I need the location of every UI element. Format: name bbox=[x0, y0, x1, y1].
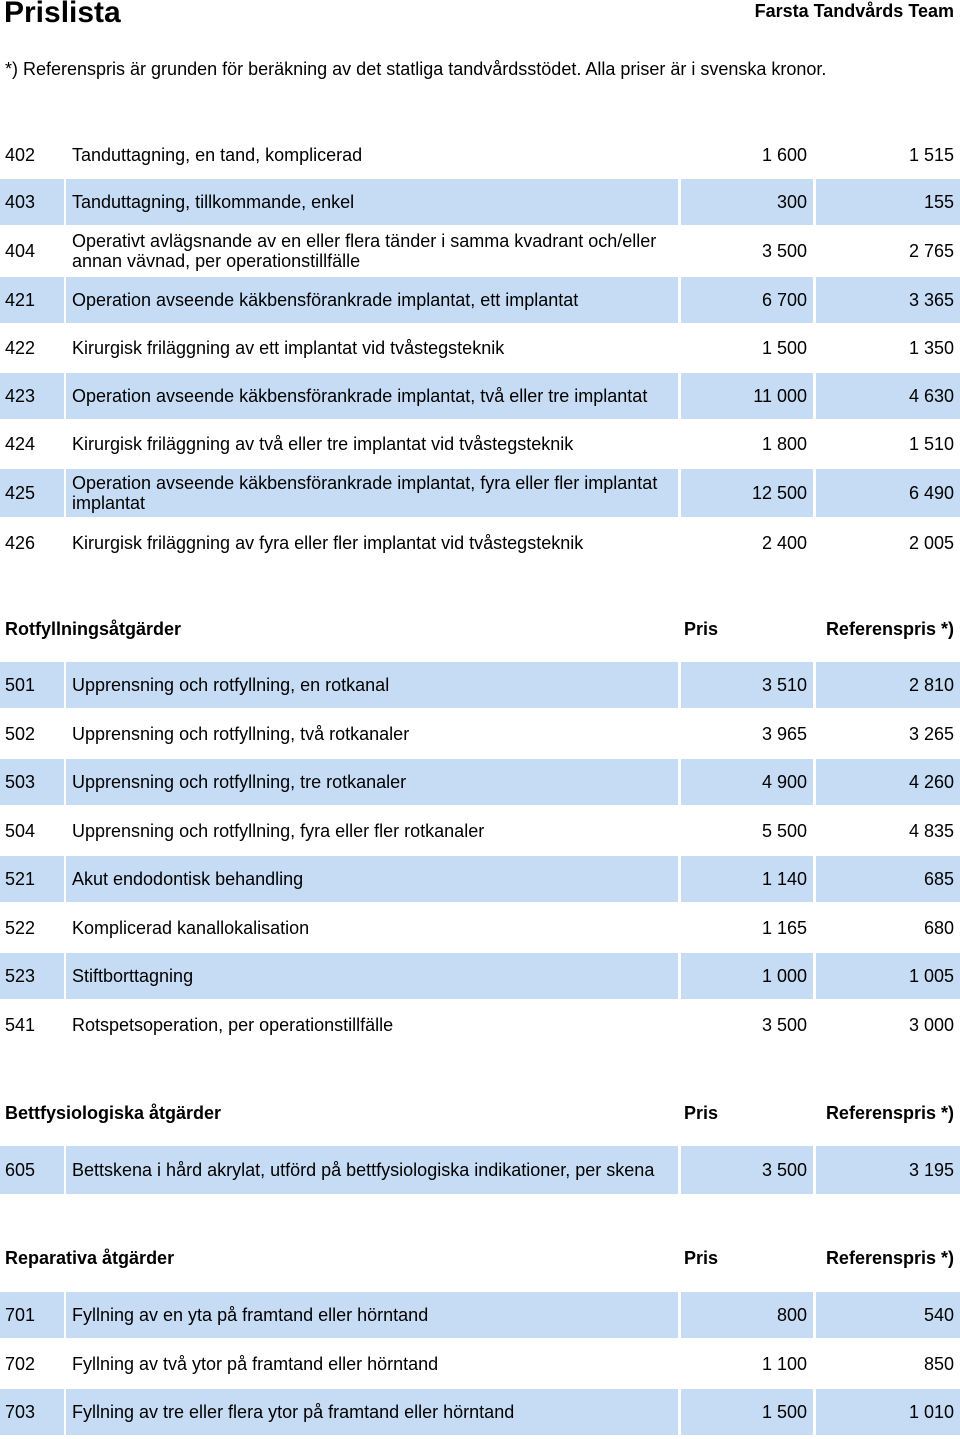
procedure-code bbox=[0, 1002, 64, 1048]
price-cell bbox=[681, 711, 813, 757]
procedure-description bbox=[66, 277, 678, 323]
procedure-description bbox=[66, 1341, 678, 1387]
table-row bbox=[0, 1389, 960, 1435]
procedure-description-text: Tanduttagning, en tand, komplicerad bbox=[72, 145, 363, 165]
procedure-description-text: Tanduttagning, tillkommande, enkel bbox=[72, 192, 355, 212]
price-cell-text: 11 000 bbox=[753, 385, 807, 406]
procedure-description-text: Operation avseende käkbensförankrade implantat, två eller tre implantat bbox=[72, 386, 648, 406]
table-row bbox=[0, 519, 960, 567]
table-row bbox=[0, 1002, 960, 1048]
procedure-code-text: 701 bbox=[5, 1304, 36, 1325]
pris-column-header bbox=[681, 606, 813, 652]
procedure-code-text: 605 bbox=[5, 1159, 36, 1180]
price-cell bbox=[681, 856, 813, 902]
price-cell-text: 1 600 bbox=[761, 144, 807, 165]
reference-price-cell bbox=[816, 1146, 960, 1194]
reference-price-cell bbox=[816, 905, 960, 951]
reference-price-cell bbox=[816, 662, 960, 708]
referenspris-column-header-text: Referenspris *) bbox=[825, 618, 954, 639]
procedure-description bbox=[66, 325, 678, 371]
reference-price-cell bbox=[816, 856, 960, 902]
price-cell bbox=[681, 179, 813, 225]
procedure-code-text: 521 bbox=[5, 868, 36, 889]
reference-price-note: *) Referenspris är grunden för beräkning av det statliga tandvårdsstödet. Alla priser är i svenska kronor. bbox=[5, 59, 827, 79]
procedure-description bbox=[66, 1146, 678, 1194]
pris-column-header-text: Pris bbox=[683, 618, 718, 639]
reference-price-cell bbox=[816, 759, 960, 805]
price-cell bbox=[681, 808, 813, 854]
reference-price-cell bbox=[816, 1002, 960, 1048]
procedure-description bbox=[66, 228, 678, 274]
referenspris-column-header-text: Referenspris *) bbox=[825, 1102, 954, 1123]
price-cell-text: 6 700 bbox=[761, 289, 807, 310]
price-cell-text: 1 500 bbox=[761, 337, 807, 358]
reference-price-cell-text: 1 010 bbox=[908, 1401, 954, 1422]
table-row bbox=[0, 711, 960, 757]
procedure-description bbox=[66, 1002, 678, 1048]
section-title bbox=[0, 1235, 600, 1281]
pris-column-header bbox=[681, 1090, 813, 1136]
procedure-code-text: 421 bbox=[5, 289, 36, 310]
procedure-description bbox=[66, 905, 678, 951]
procedure-code bbox=[0, 953, 64, 999]
table-row bbox=[0, 808, 960, 854]
procedure-description bbox=[66, 421, 678, 467]
procedure-code bbox=[0, 856, 64, 902]
referenspris-column-header bbox=[816, 1090, 960, 1136]
procedure-description-text: Fyllning av en yta på framtand eller hörntand bbox=[72, 1305, 429, 1325]
procedure-description-text: Operativt avlägsnande av en eller flera tänder i samma kvadrant och/eller annan vävnad, per operationstillfälle bbox=[72, 231, 657, 271]
reference-price-cell bbox=[816, 325, 960, 371]
reference-price-cell bbox=[816, 808, 960, 854]
procedure-code bbox=[0, 711, 64, 757]
procedure-code bbox=[0, 469, 64, 517]
procedure-description-text: Fyllning av två ytor på framtand eller hörntand bbox=[72, 1354, 439, 1374]
price-cell-text: 3 500 bbox=[761, 240, 807, 261]
section-title bbox=[0, 1090, 600, 1136]
table-row bbox=[0, 856, 960, 902]
table-row bbox=[0, 662, 960, 708]
reference-price-cell-text: 1 005 bbox=[908, 965, 954, 986]
procedure-code bbox=[0, 662, 64, 708]
reference-price-cell bbox=[816, 1292, 960, 1338]
procedure-code-text: 502 bbox=[5, 723, 36, 744]
procedure-description-text: Upprensning och rotfyllning, tre rotkanaler bbox=[72, 772, 407, 792]
reference-price-cell-text: 155 bbox=[923, 191, 954, 212]
procedure-code-text: 541 bbox=[5, 1014, 36, 1035]
table-row bbox=[0, 953, 960, 999]
procedure-code-text: 523 bbox=[5, 965, 36, 986]
reference-price-cell-text: 1 515 bbox=[908, 144, 954, 165]
procedure-description bbox=[66, 132, 678, 178]
section-title-text: Reparativa åtgärder bbox=[5, 1247, 175, 1268]
section-title-text: Bettfysiologiska åtgärder bbox=[5, 1102, 222, 1123]
reference-price-cell-text: 4 260 bbox=[908, 771, 954, 792]
procedure-description bbox=[66, 179, 678, 225]
procedure-code bbox=[0, 132, 64, 178]
procedure-code bbox=[0, 1292, 64, 1338]
procedure-code bbox=[0, 421, 64, 467]
reference-price-cell-text: 3 000 bbox=[908, 1014, 954, 1035]
pris-column-header-text: Pris bbox=[683, 1102, 718, 1123]
table-row bbox=[0, 1292, 960, 1338]
procedure-code-text: 703 bbox=[5, 1401, 36, 1422]
price-cell bbox=[681, 132, 813, 178]
table-row bbox=[0, 469, 960, 517]
price-cell bbox=[681, 228, 813, 274]
price-cell-text: 1 000 bbox=[761, 965, 807, 986]
reference-price-cell-text: 850 bbox=[923, 1353, 954, 1374]
page-title: Prislista bbox=[4, 0, 121, 29]
table-row bbox=[0, 325, 960, 371]
reference-price-cell bbox=[816, 711, 960, 757]
procedure-code-text: 404 bbox=[5, 240, 36, 261]
procedure-code-text: 403 bbox=[5, 191, 36, 212]
procedure-description-text: Komplicerad kanallokalisation bbox=[72, 918, 310, 938]
reference-price-cell bbox=[816, 469, 960, 517]
procedure-description-text: Kirurgisk friläggning av ett implantat vid tvåstegsteknik bbox=[72, 338, 505, 358]
table-row bbox=[0, 228, 960, 274]
table-row bbox=[0, 277, 960, 323]
procedure-code-text: 504 bbox=[5, 820, 36, 841]
procedure-description-text: Upprensning och rotfyllning, en rotkanal bbox=[72, 675, 390, 695]
price-cell bbox=[681, 662, 813, 708]
table-row bbox=[0, 179, 960, 225]
reference-price-cell bbox=[816, 953, 960, 999]
price-cell bbox=[681, 325, 813, 371]
section-header bbox=[0, 1090, 960, 1136]
price-cell-text: 2 400 bbox=[761, 532, 807, 553]
reference-price-cell-text: 4 835 bbox=[908, 820, 954, 841]
procedure-code-text: 503 bbox=[5, 771, 36, 792]
price-cell bbox=[681, 519, 813, 567]
procedure-code bbox=[0, 1341, 64, 1387]
reference-price-cell-text: 3 365 bbox=[908, 289, 954, 310]
procedure-code-text: 702 bbox=[5, 1353, 36, 1374]
reference-price-cell-text: 4 630 bbox=[908, 385, 954, 406]
procedure-code bbox=[0, 1146, 64, 1194]
procedure-description bbox=[66, 953, 678, 999]
procedure-code-text: 423 bbox=[5, 385, 36, 406]
table-row bbox=[0, 421, 960, 467]
referenspris-column-header-text: Referenspris *) bbox=[825, 1247, 954, 1268]
procedure-description-text: Bettskena i hård akrylat, utförd på bettfysiologiska indikationer, per skena bbox=[72, 1160, 655, 1180]
price-cell-text: 4 900 bbox=[761, 771, 807, 792]
table-row bbox=[0, 1341, 960, 1387]
pris-column-header-text: Pris bbox=[683, 1247, 718, 1268]
section-title bbox=[0, 606, 600, 652]
reference-price-cell bbox=[816, 519, 960, 567]
price-cell-text: 3 500 bbox=[761, 1159, 807, 1180]
procedure-code bbox=[0, 808, 64, 854]
price-cell-text: 3 510 bbox=[761, 674, 807, 695]
price-cell bbox=[681, 1002, 813, 1048]
procedure-code-text: 402 bbox=[5, 144, 36, 165]
price-cell-text: 300 bbox=[776, 191, 807, 212]
price-cell bbox=[681, 1341, 813, 1387]
procedure-code bbox=[0, 759, 64, 805]
procedure-description bbox=[66, 519, 678, 567]
procedure-code-text: 522 bbox=[5, 917, 36, 938]
price-cell-text: 12 500 bbox=[751, 482, 807, 503]
price-cell bbox=[681, 469, 813, 517]
reference-price-cell bbox=[816, 179, 960, 225]
reference-price-cell-text: 540 bbox=[923, 1304, 954, 1325]
reference-price-cell bbox=[816, 228, 960, 274]
reference-price-cell-text: 1 350 bbox=[908, 337, 954, 358]
procedure-code bbox=[0, 519, 64, 567]
procedure-code bbox=[0, 373, 64, 419]
price-cell bbox=[681, 277, 813, 323]
reference-price-cell bbox=[816, 132, 960, 178]
price-cell-text: 5 500 bbox=[761, 820, 807, 841]
price-cell bbox=[681, 953, 813, 999]
procedure-description-text: Upprensning och rotfyllning, fyra eller fler rotkanaler bbox=[72, 821, 485, 841]
procedure-code bbox=[0, 1389, 64, 1435]
procedure-description-text: Fyllning av tre eller flera ytor på framtand eller hörntand bbox=[72, 1402, 515, 1422]
reference-price-cell bbox=[816, 373, 960, 419]
reference-price-cell bbox=[816, 1389, 960, 1435]
reference-price-cell-text: 685 bbox=[923, 868, 954, 889]
section-header bbox=[0, 606, 960, 652]
procedure-description-text: Operation avseende käkbensförankrade implantat, fyra eller fler implantat implantat bbox=[72, 473, 658, 513]
procedure-description bbox=[66, 469, 678, 517]
procedure-description-text: Operation avseende käkbensförankrade implantat, ett implantat bbox=[72, 290, 579, 310]
price-cell-text: 1 165 bbox=[761, 917, 807, 938]
pris-column-header bbox=[681, 1235, 813, 1281]
price-cell-text: 1 800 bbox=[761, 433, 807, 454]
reference-price-cell-text: 3 265 bbox=[908, 723, 954, 744]
referenspris-column-header bbox=[816, 606, 960, 652]
procedure-description-text: Akut endodontisk behandling bbox=[72, 869, 304, 889]
reference-price-cell-text: 6 490 bbox=[908, 482, 954, 503]
price-cell-text: 800 bbox=[776, 1304, 807, 1325]
price-cell bbox=[681, 373, 813, 419]
referenspris-column-header bbox=[816, 1235, 960, 1281]
procedure-code bbox=[0, 905, 64, 951]
reference-price-cell bbox=[816, 1341, 960, 1387]
procedure-description-text: Kirurgisk friläggning av två eller tre implantat vid tvåstegsteknik bbox=[72, 434, 574, 454]
procedure-description bbox=[66, 1292, 678, 1338]
reference-price-cell-text: 1 510 bbox=[908, 433, 954, 454]
table-row bbox=[0, 905, 960, 951]
procedure-code-text: 422 bbox=[5, 337, 36, 358]
price-cell bbox=[681, 905, 813, 951]
procedure-code bbox=[0, 179, 64, 225]
price-cell-text: 3 965 bbox=[761, 723, 807, 744]
procedure-code bbox=[0, 228, 64, 274]
table-row bbox=[0, 759, 960, 805]
price-cell bbox=[681, 1389, 813, 1435]
procedure-description bbox=[66, 711, 678, 757]
procedure-description bbox=[66, 856, 678, 902]
reference-price-cell-text: 2 005 bbox=[908, 532, 954, 553]
procedure-code-text: 424 bbox=[5, 433, 36, 454]
procedure-description-text: Kirurgisk friläggning av fyra eller fler implantat vid tvåstegsteknik bbox=[72, 533, 584, 553]
procedure-code bbox=[0, 277, 64, 323]
procedure-description bbox=[66, 662, 678, 708]
price-cell-text: 1 500 bbox=[761, 1401, 807, 1422]
organization-name: Farsta Tandvårds Team bbox=[754, 1, 954, 21]
price-cell-text: 1 140 bbox=[761, 868, 807, 889]
price-cell bbox=[681, 759, 813, 805]
procedure-description bbox=[66, 759, 678, 805]
price-cell bbox=[681, 421, 813, 467]
procedure-description bbox=[66, 808, 678, 854]
procedure-description-text: Rotspetsoperation, per operationstillfälle bbox=[72, 1015, 394, 1035]
table-row bbox=[0, 1146, 960, 1194]
procedure-code-text: 425 bbox=[5, 482, 36, 503]
table-row bbox=[0, 132, 960, 178]
section-header bbox=[0, 1235, 960, 1281]
procedure-description bbox=[66, 1389, 678, 1435]
price-cell-text: 1 100 bbox=[761, 1353, 807, 1374]
reference-price-cell-text: 680 bbox=[923, 917, 954, 938]
reference-price-cell-text: 2 765 bbox=[908, 240, 954, 261]
reference-price-cell-text: 3 195 bbox=[908, 1159, 954, 1180]
price-cell bbox=[681, 1292, 813, 1338]
price-cell bbox=[681, 1146, 813, 1194]
procedure-description bbox=[66, 373, 678, 419]
procedure-code-text: 426 bbox=[5, 532, 36, 553]
table-row bbox=[0, 373, 960, 419]
section-title-text: Rotfyllningsåtgärder bbox=[5, 618, 182, 639]
procedure-code bbox=[0, 325, 64, 371]
procedure-code-text: 501 bbox=[5, 674, 36, 695]
reference-price-cell bbox=[816, 421, 960, 467]
procedure-description-text: Stiftborttagning bbox=[72, 966, 194, 986]
reference-price-cell bbox=[816, 277, 960, 323]
procedure-description-text: Upprensning och rotfyllning, två rotkanaler bbox=[72, 724, 410, 744]
price-cell-text: 3 500 bbox=[761, 1014, 807, 1035]
reference-price-cell-text: 2 810 bbox=[908, 674, 954, 695]
